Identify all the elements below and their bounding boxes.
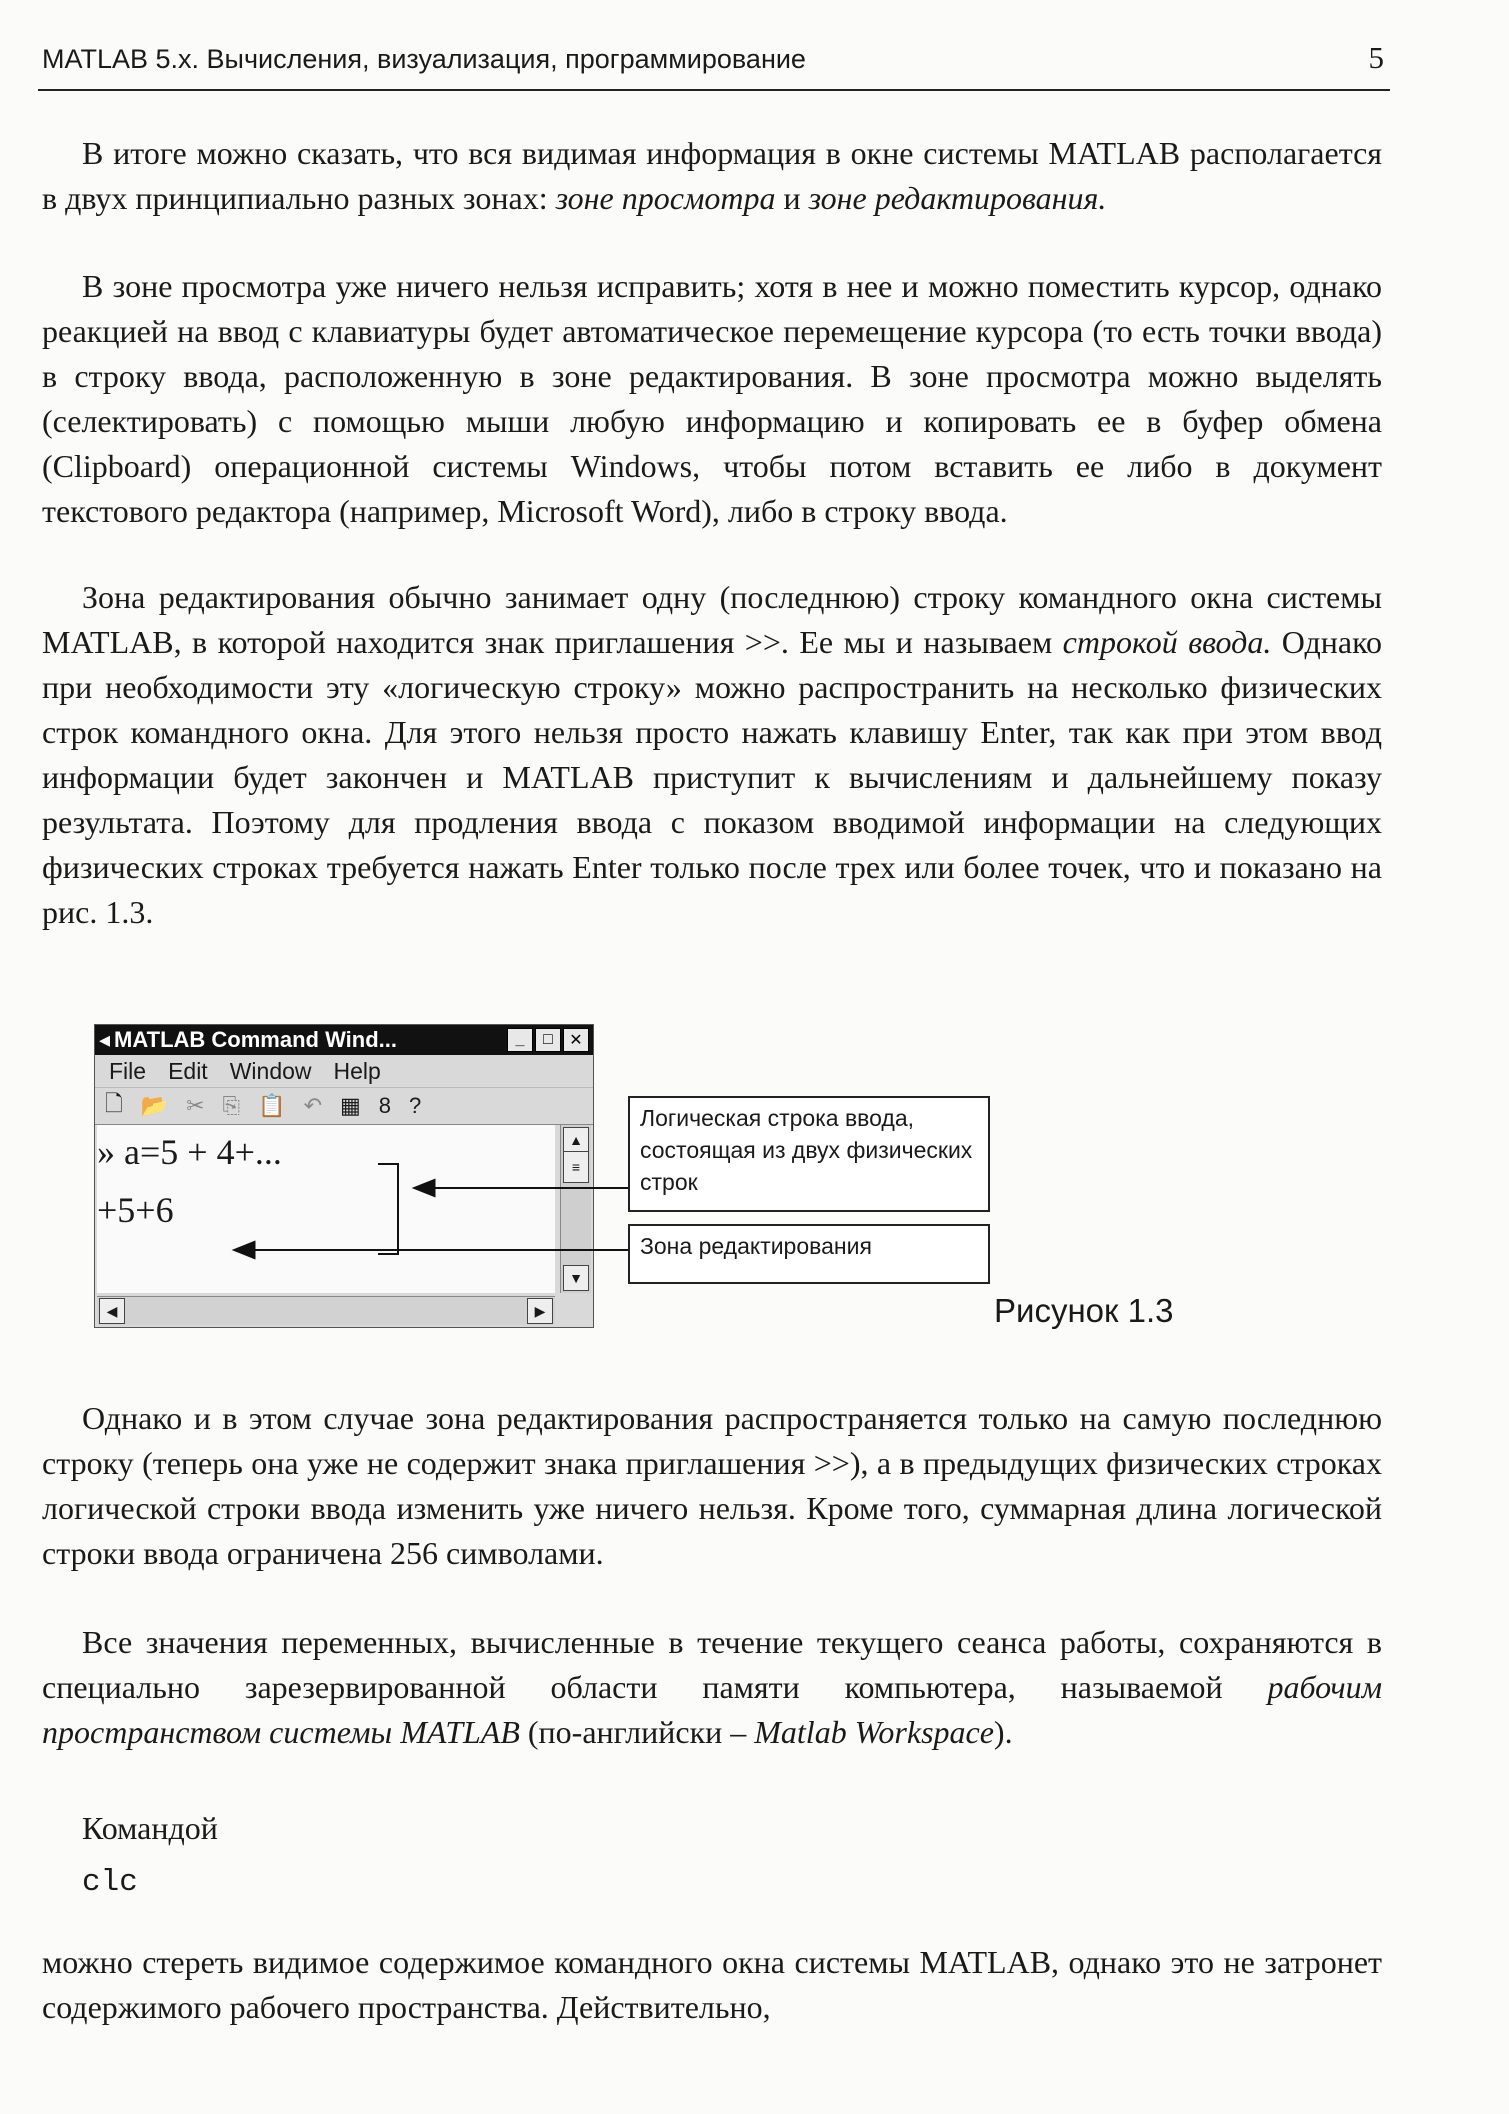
paragraph-7: можно стереть видимое содержимое командного окна системы MATLAB, однако это не затронет содержимого рабочего пространства. Действительно, [42, 1944, 1382, 2025]
window-title: MATLAB Command Wind... [114, 1027, 397, 1052]
scroll-down-icon[interactable]: ▼ [563, 1265, 589, 1291]
figure-caption: Рисунок 1.3 [994, 1292, 1174, 1329]
paragraph-4: Однако и в этом случае зона редактирования распространяется только на самую последнюю строку (теперь она уже не содержит знака приглашения >>), а в предыдущих физических строках логической строки ввода изменить уже ничего нельзя. Кроме того, суммарная длина логической строки ввода ограничена 256 символами. [42, 1400, 1382, 1571]
window-titlebar [95, 1025, 593, 1055]
menu-edit[interactable]: Edit [168, 1057, 208, 1084]
toolbar [95, 1087, 593, 1125]
matlab-logo-icon: ◂ [99, 1027, 111, 1052]
paragraph-3 [42, 575, 1382, 935]
undo-icon[interactable]: ↶ [303, 1093, 322, 1118]
horizontal-scrollbar[interactable] [97, 1296, 555, 1325]
close-icon[interactable]: ✕ [563, 1028, 589, 1052]
paste-icon[interactable]: 📋 [258, 1093, 286, 1118]
menu-help[interactable]: Help [333, 1057, 381, 1084]
new-file-icon[interactable]: 🗋 [105, 1091, 123, 1116]
scroll-right-icon[interactable]: ▶ [527, 1298, 553, 1324]
menu-window[interactable]: Window [229, 1057, 312, 1084]
command-line-2: +5+6 [97, 1190, 174, 1230]
maximize-icon[interactable]: □ [535, 1028, 561, 1052]
matlab-command-window [94, 1024, 594, 1328]
p1-text-2: и [775, 180, 809, 216]
p1-italic-1: зоне просмотра [555, 180, 776, 216]
menu-bar [95, 1055, 593, 1087]
p5-italic-1: рабочим пространством системы MATLAB [42, 1669, 1382, 1750]
scroll-up-icon[interactable]: ▲ [563, 1127, 589, 1153]
p5-italic-2: Matlab Workspace [754, 1714, 994, 1750]
paragraph-6: Командой [82, 1810, 218, 1846]
page-number: 5 [1368, 40, 1384, 75]
callout-edit-zone: Зона редактирования [628, 1224, 990, 1284]
workspace-icon[interactable]: ▦ [340, 1093, 361, 1118]
menu-file[interactable]: File [109, 1057, 147, 1084]
p3-italic-1: строкой ввода. [1062, 624, 1272, 660]
scroll-thumb[interactable]: ≡ [563, 1151, 589, 1183]
p1-text-1: В итоге можно сказать, что вся видимая информация в окне системы MATLAB располагается в двух принципиально разных зонах: [42, 135, 1382, 216]
paragraph-2: В зоне просмотра уже ничего нельзя исправить; хотя в нее и можно поместить курсор, однако реакцией на ввод с клавиатуры будет автоматическое перемещение курсора (то есть точки ввода) в строку ввода, расположенную в зоне редактирования. В зоне просмотра можно выделять (селектировать) с помощью мыши любую информацию и копировать ее в буфер обмена (Clipboard) операционной системы Windows, чтобы потом вставить ее либо в документ текстового редактора (например, Microsoft Word), либо в строку ввода. [42, 268, 1382, 529]
callout-logical-line: Логическая строка ввода, состоящая из двух физических строк [628, 1096, 990, 1212]
minimize-icon[interactable]: _ [507, 1028, 533, 1052]
help-icon[interactable]: ? [409, 1093, 422, 1118]
p5-text-1: Все значения переменных, вычисленные в течение текущего сеанса работы, сохраняются в специально зарезервированной области памяти компьютера, называемой [42, 1624, 1382, 1705]
copy-icon[interactable]: ⎘ [222, 1093, 241, 1118]
running-header [42, 40, 1390, 76]
vertical-scrollbar[interactable] [560, 1125, 591, 1293]
p5-text-3: ). [993, 1714, 1013, 1750]
paragraph-5 [42, 1620, 1382, 1755]
p3-text-1: Зона редактирования обычно занимает одну (последнюю) строку командного окна системы MATLAB, в которой находится знак приглашения >>. Ее мы и называем [42, 579, 1382, 660]
open-file-icon[interactable]: 📂 [140, 1093, 169, 1118]
p5-text-2: (по-английски – [519, 1714, 755, 1750]
code-clc: clc [82, 1865, 138, 1900]
scroll-left-icon[interactable]: ◀ [99, 1298, 125, 1324]
command-line-1: » a=5 + 4+... [97, 1132, 282, 1172]
path-icon[interactable]: 8 [378, 1093, 392, 1118]
running-title: MATLAB 5.x. Вычисления, визуализация, программирование [42, 44, 806, 74]
paragraph-1 [42, 131, 1382, 221]
p1-italic-2: зоне редактирования. [808, 180, 1107, 216]
p3-text-2: Однако при необходимости эту «логическую строку» можно распространить на несколько физических строк командного окна. Для этого нельзя просто нажать клавишу Enter, так как при этом ввод информации будет закончен и MATLAB приступит к вычислениям и дальнейшему показу результата. Поэтому для продления ввода с показом вводимой информации на следующих физических строках требуется нажать Enter только после трех или более точек, что и показано на рис. 1.3. [42, 624, 1383, 930]
command-area[interactable] [97, 1125, 555, 1293]
header-rule [38, 89, 1390, 91]
cut-icon[interactable]: ✂ [186, 1093, 205, 1118]
